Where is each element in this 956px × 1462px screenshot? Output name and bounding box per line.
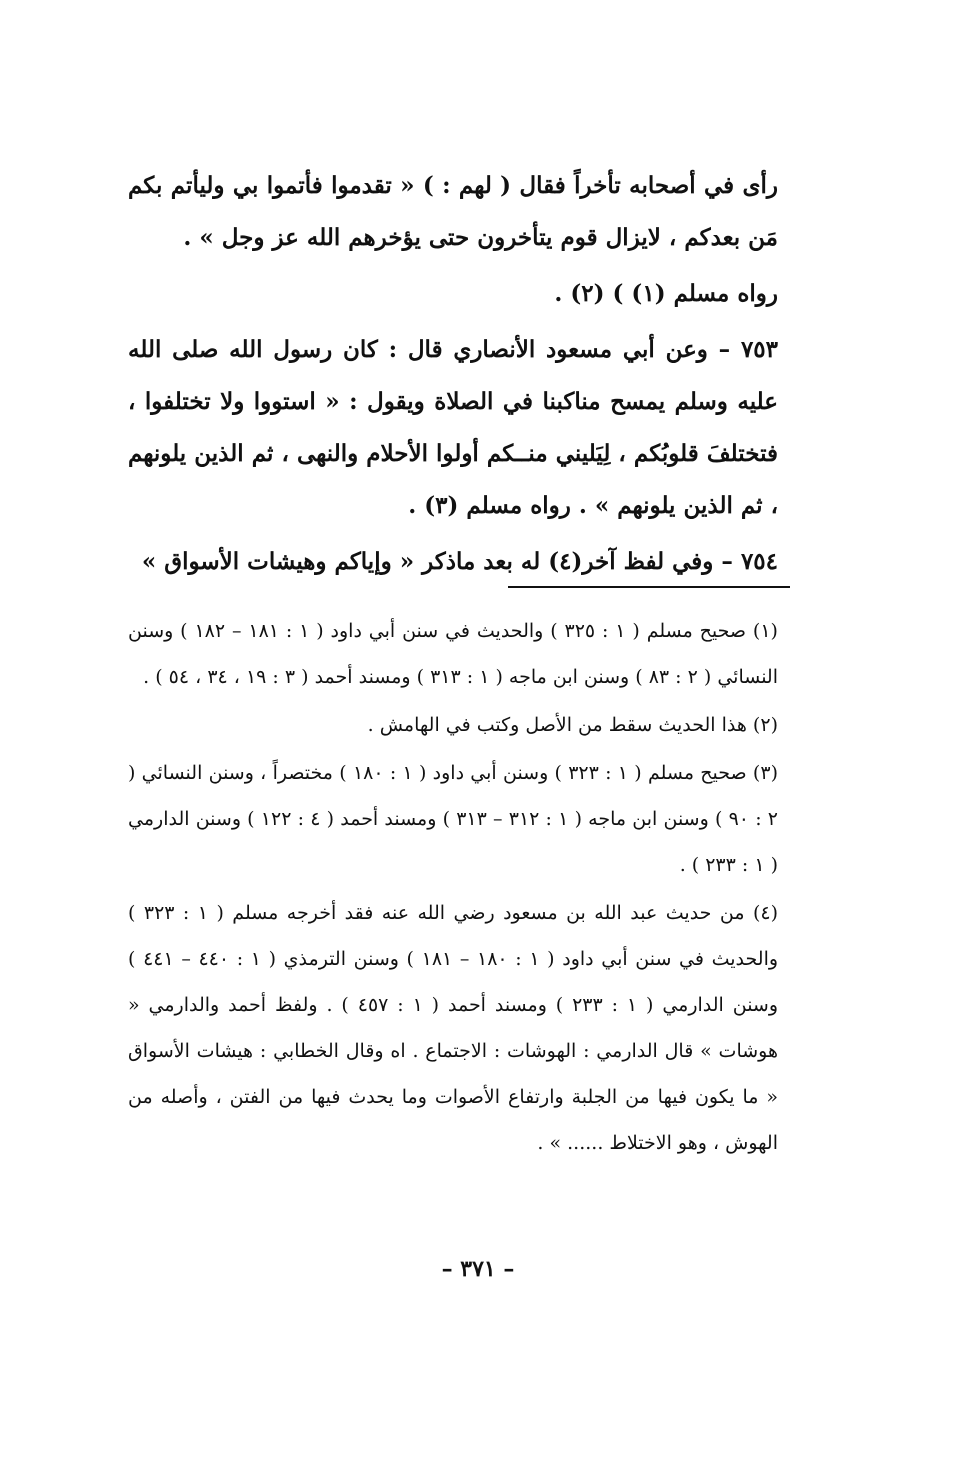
footnote-divider (508, 586, 790, 588)
footnote-1: (١) صحيح مسلم ( ١ : ٣٢٥ ) والحديث في سنن أبي داود ( ١ : ١٨١ – ١٨٢ ) وسنن النسائي ( ٢ : ٨٣ ) وسنن ابن ماجه ( ١ : ٣١٣ ) ومسند أحمد ( ٣ : ١٩ ، ٣٤ ، ٥٤ ) . (128, 620, 778, 688)
paragraph-hadith-754: ٧٥٤ – وفي لفظ آخر(٤) له بعد ماذكر « وإياكم وهيشات الأسواق » (141, 548, 778, 575)
footnote-3: (٣) صحيح مسلم ( ١ : ٣٢٣ ) وسنن أبي داود ( ١ : ١٨٠ ) مختصراً ، وسنن النسائي ( ٢ : ٩٠ ) وسنن ابن ماجه ( ١ : ٣١٢ – ٣١٣ ) ومسند أحمد ( ٤ : ١٢٢ ) وسنن الدارمي ( ١ : ٢٣٣ ) . (128, 762, 779, 876)
main-text (128, 160, 778, 588)
footnotes (128, 608, 778, 1168)
paragraph-narration: رواه مسلم (١) ) (٢) . (554, 280, 778, 307)
page-number: – ٣٧١ – (441, 1256, 515, 1282)
footnote-4: (٤) من حديث عبد الله بن مسعود رضي الله عنه فقد أخرجه مسلم ( ١ : ٣٢٣ ) والحديث في سنن أبي داود ( ١ : ١٨٠ – ١٨١ ) وسنن الترمذي ( ١ : ٤٤٠ – ٤٤١ ) وسنن الدارمي ( ١ : ٢٣٣ ) ومسند أحمد ( ١ : ٤٥٧ ) . ولفظ أحمد والدارمي « هوشات » قال الدارمي : الهوشات : الاجتماع . اه وقال الخطابي : هيشات الأسواق « ما يكون فيها من الجلبة وارتفاع الأصوات وما يحدث فيها من الفتن ، وأصله من الهوش ، وهو الاختلاط ...... » . (128, 902, 779, 1154)
footnote-2: (٢) هذا الحديث سقط من الأصل وكتب في الهامش . (367, 714, 778, 736)
paragraph-hadith-753: ٧٥٣ – وعن أبي مسعود الأنصاري قال : كان رسول الله صلى الله عليه وسلم يمسح مناكبنا في الصلاة ويقول : « استووا ولا تختلفوا ، فتختلفَ قلوبُكم ، لِيَليني منــكم أولوا الأحلام والنهى ، ثم الذين يلونهم ، ثم الذين يلونهم » . رواه مسلم (٣) . (128, 336, 778, 519)
paragraph-hadith-continuation: رأى في أصحابه تأخراً فقال ( لهم : ) « تقدموا فأتموا بي وليأتم بكم مَن بعدكم ، لايزال قوم يتأخرون حتى يؤخرهم الله عز وجل » . (128, 172, 778, 251)
